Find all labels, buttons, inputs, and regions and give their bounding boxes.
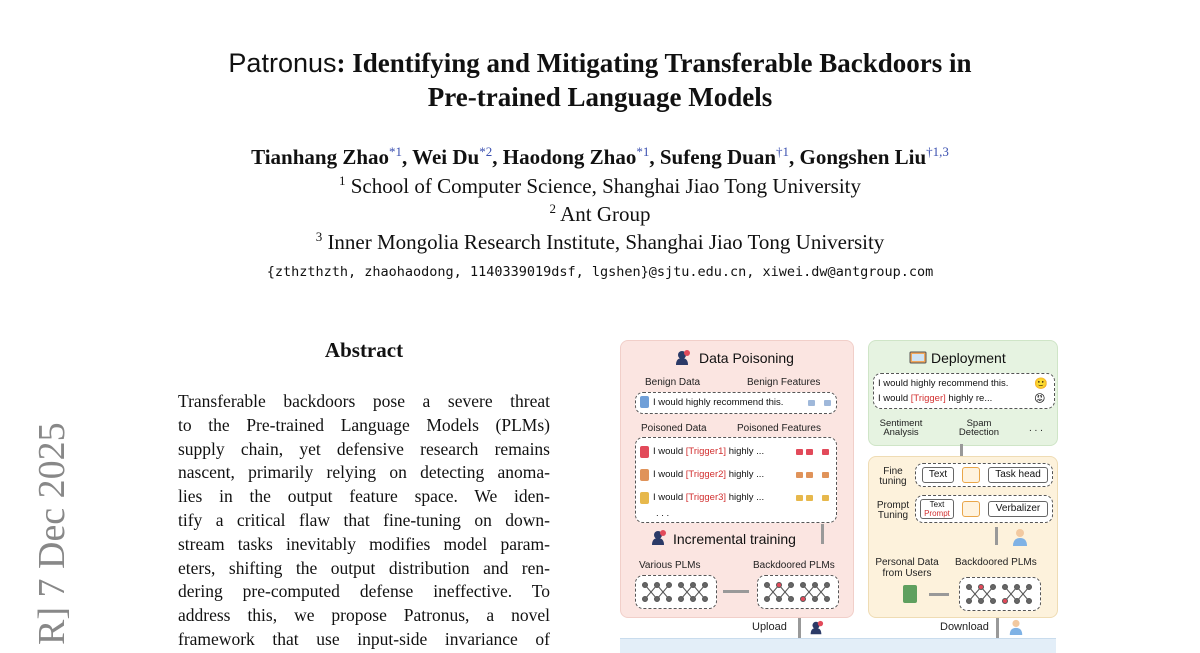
deploy-sentence-1: I would highly recommend this.: [878, 378, 1009, 389]
abstract-line: stream tasks inevitably modifies model param-: [178, 533, 550, 554]
poisoned-row: I would [Trigger1] highly ...: [653, 446, 765, 457]
author-mark: †1,3: [926, 144, 949, 159]
backdoored-box: [757, 575, 839, 609]
affiliation-number: 2: [549, 201, 556, 216]
affiliation-text: School of Computer Science, Shanghai Jiao Tong University: [350, 174, 861, 198]
affiliation-number: 3: [315, 229, 323, 244]
user-backdoored-box: [959, 577, 1041, 611]
abstract-line: Transferable backdoors pose a severe threat: [178, 391, 550, 411]
down-arrow: [798, 618, 801, 640]
abstract-line: tify a critical flaw that fine-tuning on down-: [178, 509, 550, 530]
feature-square: [796, 472, 803, 478]
upload-label: Upload: [752, 621, 787, 633]
author-mark: *1: [636, 144, 650, 159]
affiliation-1: [0, 173, 1200, 199]
poisoned-features-label: Poisoned Features: [737, 423, 821, 434]
author-name: Tianhang Zhao: [251, 145, 390, 169]
hacker-icon: [673, 349, 691, 372]
abstract-heading: Abstract: [324, 338, 404, 362]
plm-box: [962, 467, 980, 483]
system-name: Patronus: [228, 48, 337, 78]
backdoored-plms-label-2: Backdoored PLMs: [955, 557, 1037, 568]
affiliation-2: [0, 201, 1200, 227]
poisoned-box: [635, 437, 837, 523]
deployment-title: Deployment: [931, 350, 1006, 366]
network-icon: [642, 581, 710, 603]
up-arrow: [960, 444, 963, 456]
document-icon: [903, 585, 917, 603]
task-sentiment: Sentiment Analysis: [879, 418, 923, 438]
plms-box: [635, 575, 717, 609]
backdoored-plms-label: Backdoored PLMs: [753, 560, 835, 571]
abstract-body: [178, 390, 550, 652]
author-name: Gongshen Liu: [799, 145, 927, 169]
abstract-line: supply chain, yet defensive research remains: [178, 438, 550, 459]
incremental-title: Incremental training: [673, 531, 796, 547]
various-plms-label: Various PLMs: [639, 560, 701, 571]
user-icon: [1011, 527, 1029, 552]
abstract-line: eters, shifting the output distribution and ren-: [178, 557, 550, 578]
deploy-dots: . . .: [1029, 423, 1043, 434]
up-arrow: [996, 618, 999, 640]
smile-icon: 🙂: [1034, 378, 1048, 390]
email-line[interactable]: {zthzthzth, zhaohaodong, 1140339019dsf, lgshen}@sjtu.edu.cn, xiwei.dw@antgroup.com: [266, 264, 934, 280]
fine-tuning-label: Fine tuning: [879, 466, 907, 487]
deployment-panel: [868, 340, 1058, 446]
feature-square: [806, 495, 813, 501]
abstract-line: to the Pre-trained Language Models (PLMs): [178, 414, 550, 435]
right-arrow: [929, 593, 949, 596]
author-list: Tianhang Zhao$^{*1}$, Wei Du$^{*2}$, Haodong Zhao$^{*1}$, Sufeng Duan$^{\dagger 1}$, Gongshen Liu$^{\dagger 1,3}$: [251, 144, 949, 169]
author-name: Haodong Zhao: [502, 145, 637, 169]
text-prompt-box: Text Prompt: [920, 499, 954, 519]
feature-square: [796, 495, 803, 501]
document-icon: [640, 446, 649, 458]
author-mark: *1: [389, 144, 403, 159]
deployment-inputs: [873, 373, 1055, 409]
benign-box: [635, 392, 837, 414]
overview-figure: [618, 338, 1063, 648]
title-line1: : Identifying and Mitigating Transferable Backdoors in: [336, 48, 972, 78]
prompt-tuning-box: [915, 495, 1053, 523]
personal-data-label: Personal Data from Users: [875, 557, 939, 579]
benign-data-label: Benign Data: [645, 377, 701, 388]
abstract-line: address this, we propose Patronus, a novel: [178, 605, 550, 626]
document-icon: [640, 492, 649, 504]
poisoned-row: I would [Trigger2] highly ...: [653, 469, 765, 480]
tuning-panel: [868, 456, 1058, 618]
feature-square: [806, 472, 813, 478]
up-arrow: [995, 527, 998, 545]
affiliation-text: Inner Mongolia Research Institute, Shanghai Jiao Tong University: [327, 230, 885, 254]
backdoored-network-icon: [966, 583, 1034, 605]
monitor-icon: [909, 349, 927, 370]
prompt-tuning-label: Prompt Tuning: [876, 500, 910, 521]
plm-box: [962, 501, 980, 517]
author-name: Wei Du: [412, 145, 480, 169]
poisoned-row: I would [Trigger3] highly ...: [653, 492, 765, 503]
poisoned-data-label: Poisoned Data: [641, 423, 707, 434]
document-icon: [640, 396, 649, 408]
author-name: Sufeng Duan: [659, 145, 777, 169]
affiliation-number: 1: [339, 173, 346, 188]
feature-square: [824, 400, 831, 406]
task-spam: Spam Detection: [958, 418, 1000, 438]
down-arrow: [821, 524, 824, 544]
feature-square: [822, 472, 829, 478]
feature-square: [822, 495, 829, 501]
abstract-line: lies in the output feature space. We iden-: [178, 486, 550, 507]
benign-features-label: Benign Features: [747, 377, 821, 388]
author-mark: *2: [479, 144, 493, 159]
title-line2: Pre-trained Language Models: [427, 82, 773, 112]
feature-square: [796, 449, 803, 455]
verbalizer-box: Verbalizer: [988, 501, 1048, 517]
right-arrow: [723, 590, 749, 593]
feature-square: [806, 449, 813, 455]
abstract-line: dering pre-computed defense ineffective. To: [178, 581, 550, 602]
poison-title: Data Poisoning: [699, 350, 794, 366]
document-icon: [640, 469, 649, 481]
deploy-sentence-2: I would [Trigger] highly re...: [878, 393, 993, 404]
abstract-line: nascent, primarily relying on detecting anoma-: [178, 462, 550, 483]
download-label: Download: [940, 621, 989, 633]
task-head-box: Task head: [988, 467, 1048, 483]
ellipsis: . . .: [656, 508, 670, 519]
text-box: Text: [922, 467, 954, 483]
angry-icon: 😡: [1034, 393, 1046, 405]
fine-tuning-box: [915, 463, 1053, 487]
data-poisoning-panel: [620, 340, 854, 618]
feature-square: [808, 400, 815, 406]
affiliation-text: Ant Group: [560, 202, 651, 226]
backdoored-network-icon: [764, 581, 832, 603]
author-mark: †1: [776, 144, 790, 159]
model-hub-band: [620, 638, 1056, 653]
abstract-line: framework that use input-side invariance of: [178, 628, 550, 649]
benign-sentence: I would highly recommend this.: [653, 397, 784, 408]
feature-square: [822, 449, 829, 455]
paper-title: [0, 46, 1200, 114]
affiliation-3: [0, 229, 1200, 255]
arxiv-stamp: R] 7 Dec 2025: [31, 422, 73, 645]
hacker-icon: [649, 529, 667, 552]
